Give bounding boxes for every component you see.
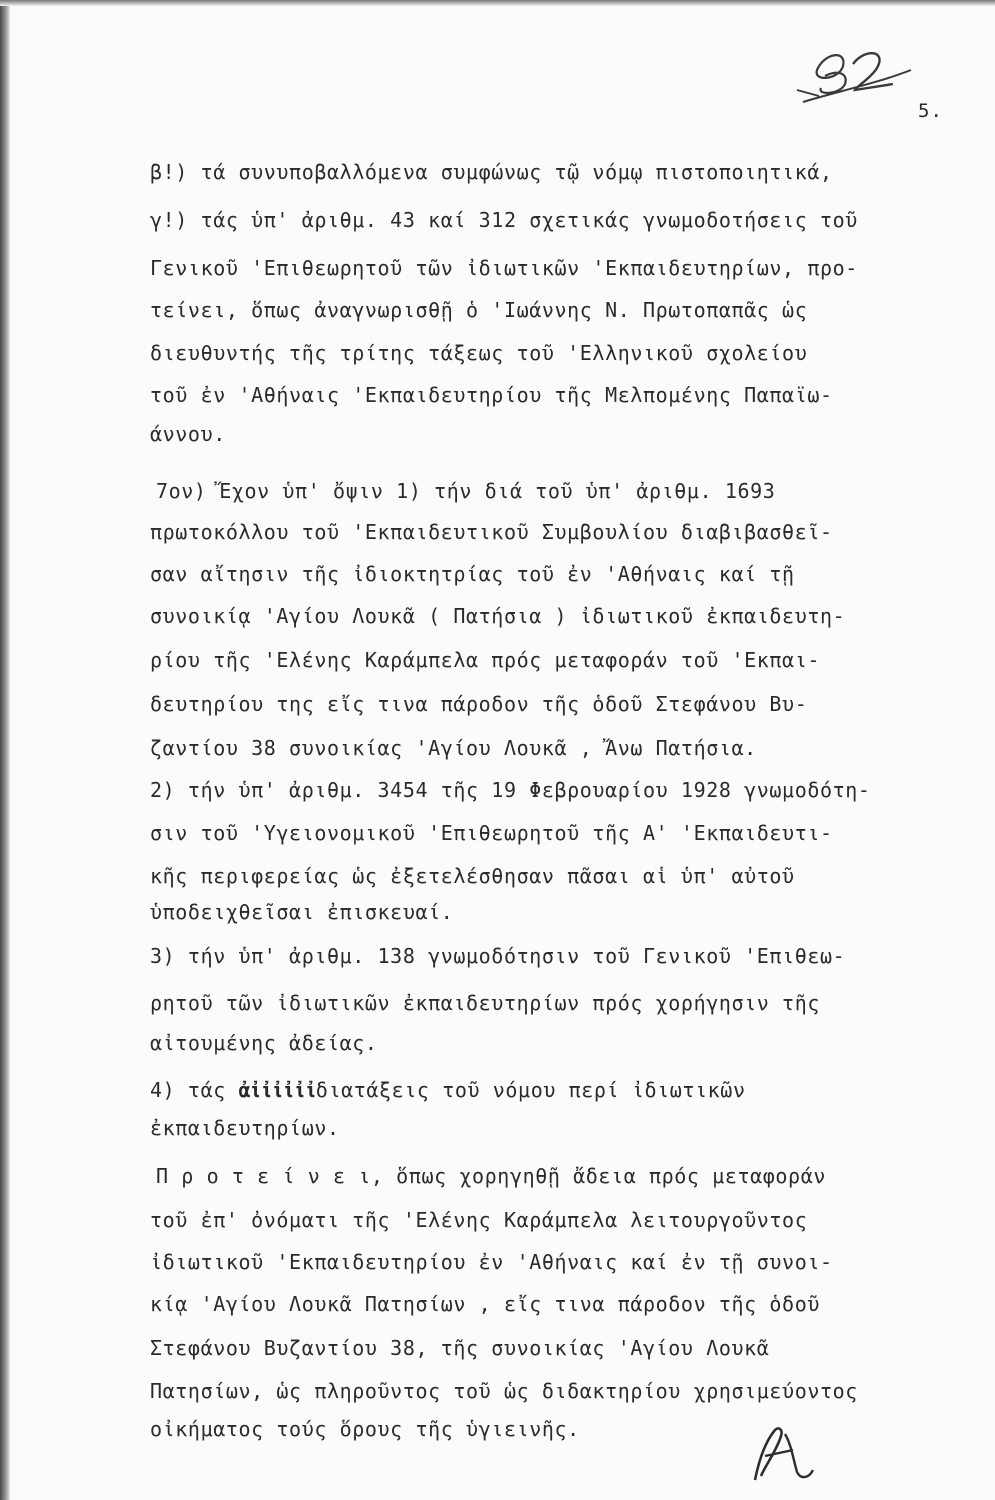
text-line: β!) τά συνυποβαλλόμενα συμφώνως τῷ νόμῳ πιστοποιητικά, [150,160,833,184]
text-line: σιν τοῦ 'Υγειονομικοῦ 'Επιθεωρητοῦ τῆς Α' 'Εκπαιδευτι- [150,821,833,845]
text-line: τοῦ ἐν 'Αθήναις 'Εκπαιδευτηρίου τῆς Μελπομένης Παπαϊω- [150,383,833,407]
text-line: πρωτοκόλλου τοῦ 'Εκπαιδευτικοῦ Συμβουλίου διαβιβασθεῖ- [150,520,833,544]
text-line: ρητοῦ τῶν ἰδιωτικῶν ἐκπαιδευτηρίων πρός χορήγησιν τῆς [150,991,820,1015]
text-line: διευθυντής τῆς τρίτης τάξεως τοῦ 'Ελληνικοῦ σχολείου [150,341,808,365]
text-line: 2) τήν ὑπ' ἀριθμ. 3454 τῆς 19 Φεβρουαρίου 1928 γνωμοδότη- [150,778,871,802]
text-line-start: 4) τάς [150,1078,239,1102]
text-line: ζαντίου 38 συνοικίας 'Αγίου Λουκᾶ , Ἄνω Πατήσια. [150,736,757,760]
text-line: ὑποδειχθεῖσαι ἐπισκευαί. [150,900,454,924]
text-line: δευτηρίου της εἴς τινα πάροδον τῆς ὁδοῦ Στεφάνου Βυ- [150,692,808,716]
text-line: Πατησίων, ὡς πληροῦντος τοῦ ὡς διδακτηρίου χρησιμεύοντος [150,1379,858,1403]
text-line: ἐκπαιδευτηρίων. [150,1116,340,1140]
text-line: τοῦ ἐπ' ὀνόματι τῆς 'Ελένης Καράμπελα λειτουργοῦντος [150,1208,808,1232]
text-line: Στεφάνου Βυζαντίου 38, τῆς συνοικίας 'Αγίου Λουκᾶ [150,1336,770,1360]
handwritten-initials [735,1420,825,1490]
text-line-struck [150,1080,746,1100]
text-line: άννου. [150,422,226,446]
text-line: σαν αἴτησιν τῆς ἰδιοκτητρίας τοῦ ἐν 'Αθήναις καί τῇ [150,562,795,586]
text-line: αἰτουμένης ἀδείας. [150,1031,378,1055]
struck-out-word: ἀἰἰἰἰἰἰ [238,1078,316,1102]
text-line: ἰδιωτικοῦ 'Εκπαιδευτηρίου ἐν 'Αθήναις καί ἐν τῇ συνοι- [150,1250,833,1274]
page-number: 5. [918,100,943,122]
text-line: κῆς περιφερείας ὡς ἐξετελέσθησαν πᾶσαι αἱ ὑπ' αὐτοῦ [150,864,795,888]
text-line: οἰκήματος τούς ὅρους τῆς ὑγιεινῆς. [150,1417,580,1441]
text-line: Π ρ ο τ ε ί ν ε ι, ὅπως χορηγηθῇ ἄδεια πρός μεταφοράν [156,1164,826,1188]
text-line: συνοικίᾳ 'Αγίου Λουκᾶ ( Πατήσια ) ἰδιωτικοῦ ἐκπαιδευτη- [150,604,846,628]
text-line-rest: διατάξεις τοῦ νόμου περί ἰδιωτικῶν [315,1078,746,1102]
text-line: γ!) τάς ὑπ' ἀριθμ. 43 καί 312 σχετικάς γνωμοδοτήσεις τοῦ [150,208,858,232]
text-line: κίᾳ 'Αγίου Λουκᾶ Πατησίων , εἴς τινα πάροδον τῆς ὁδοῦ [150,1292,820,1316]
text-line: 3) τήν ὑπ' ἀριθμ. 138 γνωμοδότησιν τοῦ Γενικοῦ 'Επιθεω- [150,944,846,968]
text-line: τείνει, ὅπως ἀναγνωρισθῇ ὁ 'Ιωάννης Ν. Πρωτοπαπᾶς ὡς [150,298,808,322]
text-line: 7ον) Ἔχον ὑπ' ὄψιν 1) τήν διά τοῦ ὑπ' ἀριθμ. 1693 [156,479,776,503]
text-line: ρίου τῆς 'Ελένης Καράμπελα πρός μεταφοράν τοῦ 'Εκπαι- [150,648,820,672]
text-line: Γενικοῦ 'Επιθεωρητοῦ τῶν ἰδιωτικῶν 'Εκπαιδευτηρίων, προ- [150,256,858,280]
